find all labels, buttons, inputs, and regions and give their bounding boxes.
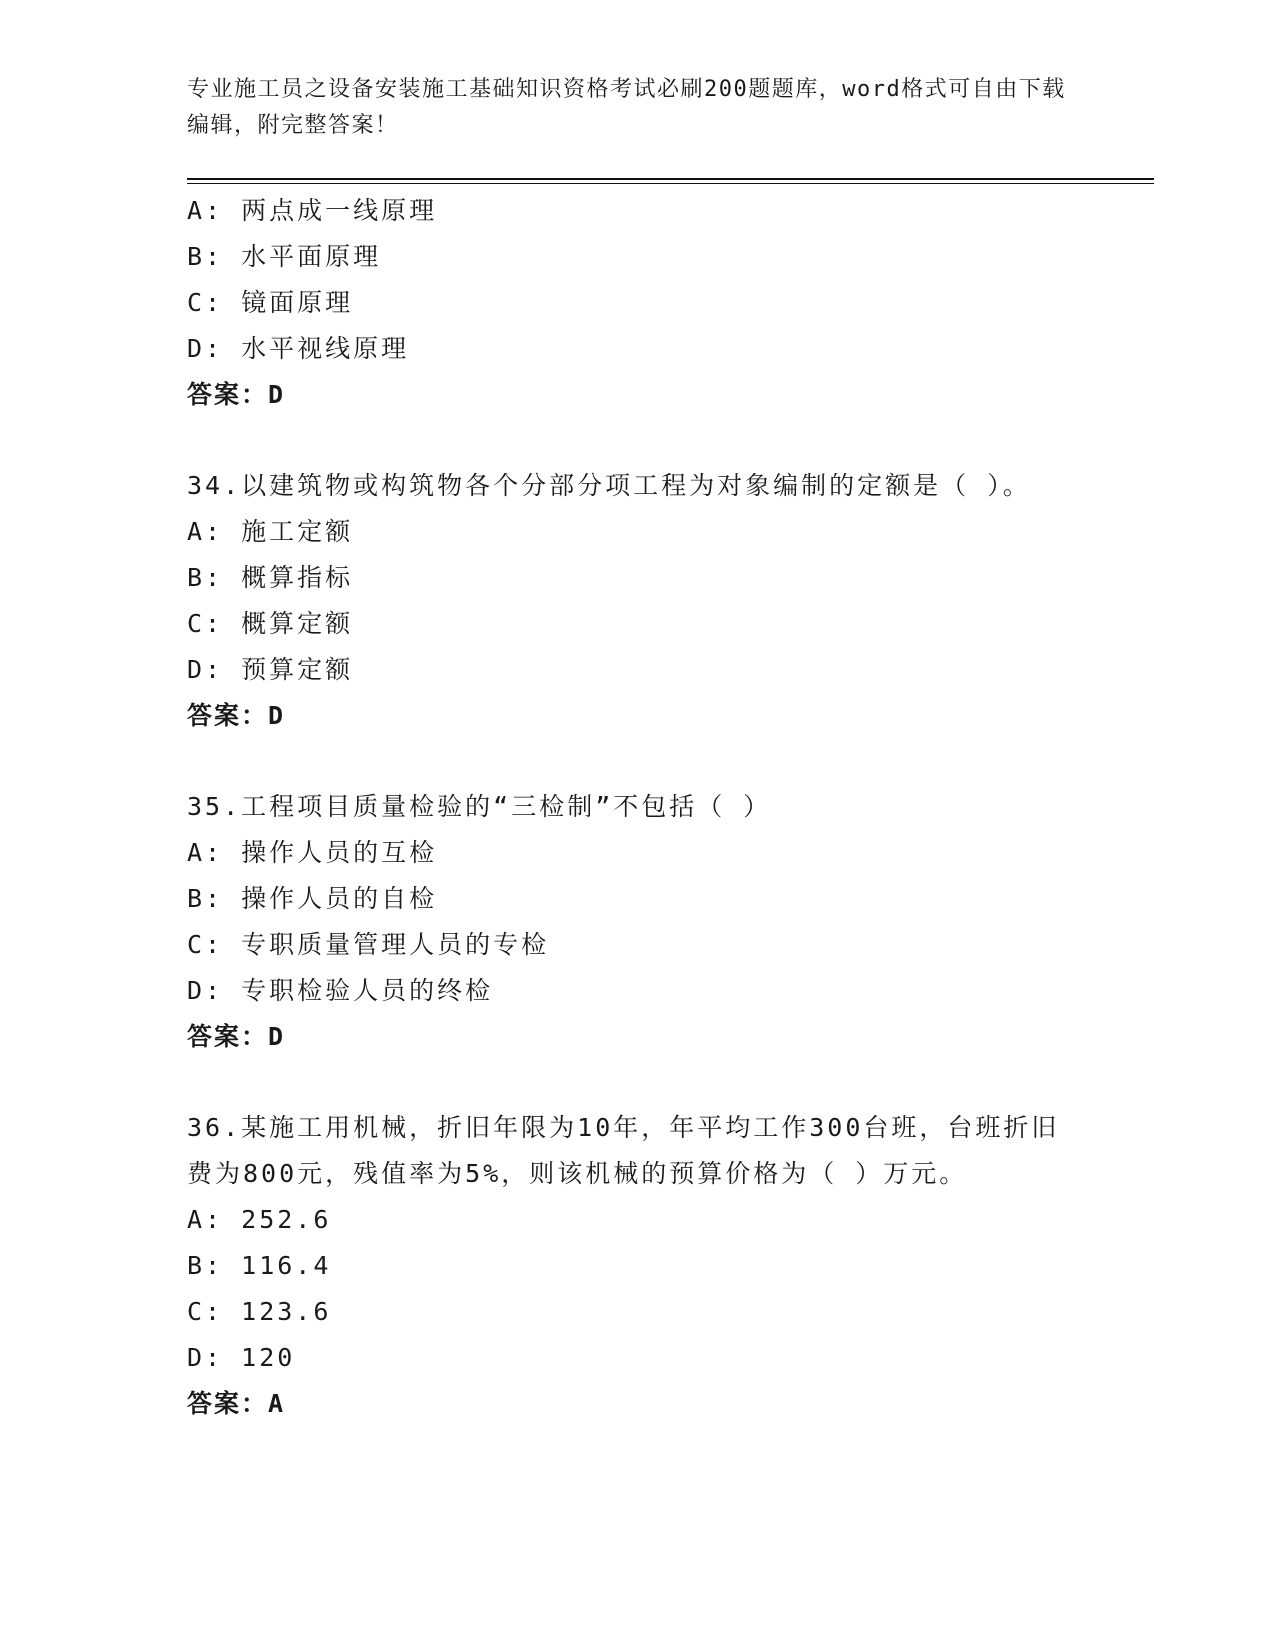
option-c: C: 专职质量管理人员的专检 bbox=[187, 930, 550, 959]
question-content bbox=[187, 188, 1087, 1427]
option-b: B: 操作人员的自检 bbox=[187, 884, 438, 913]
option-a: A: 施工定额 bbox=[187, 517, 354, 546]
header-divider-thin bbox=[187, 183, 1154, 184]
answer-line: 答案：A bbox=[187, 1389, 286, 1418]
option-a: A: 252.6 bbox=[187, 1205, 332, 1234]
option-d: D: 专职检验人员的终检 bbox=[187, 976, 494, 1005]
question-text: 36.某施工用机械，折旧年限为10年，年平均工作300台班，台班折旧费为800元，残值率为5%，则该机械的预算价格为（ ）万元。 bbox=[187, 1113, 1060, 1188]
header-divider-thick bbox=[187, 178, 1154, 180]
question-text: 34.以建筑物或构筑物各个分部分项工程为对象编制的定额是（ ）。 bbox=[187, 471, 1031, 500]
option-c: C: 概算定额 bbox=[187, 609, 354, 638]
question-block-35 bbox=[187, 784, 1087, 1060]
option-a: A: 操作人员的互检 bbox=[187, 838, 438, 867]
question-block-36 bbox=[187, 1105, 1087, 1427]
question-block-34 bbox=[187, 463, 1087, 739]
answer-line: 答案：D bbox=[187, 380, 286, 409]
option-d: D: 水平视线原理 bbox=[187, 334, 410, 363]
option-c: C: 镜面原理 bbox=[187, 288, 354, 317]
question-text: 35.工程项目质量检验的“三检制”不包括（ ） bbox=[187, 792, 772, 821]
option-b: B: 概算指标 bbox=[187, 563, 354, 592]
option-c: C: 123.6 bbox=[187, 1297, 332, 1326]
option-d: D: 预算定额 bbox=[187, 655, 354, 684]
document-header: 专业施工员之设备安装施工基础知识资格考试必刷200题题库，word格式可自由下载编辑，附完整答案！ bbox=[187, 77, 1066, 138]
option-b: B: 116.4 bbox=[187, 1251, 332, 1280]
option-a: A: 两点成一线原理 bbox=[187, 196, 438, 225]
option-d: D: 120 bbox=[187, 1343, 296, 1372]
answer-line: 答案：D bbox=[187, 1022, 286, 1051]
option-b: B: 水平面原理 bbox=[187, 242, 382, 271]
question-block-33 bbox=[187, 188, 1087, 418]
answer-line: 答案：D bbox=[187, 701, 286, 730]
